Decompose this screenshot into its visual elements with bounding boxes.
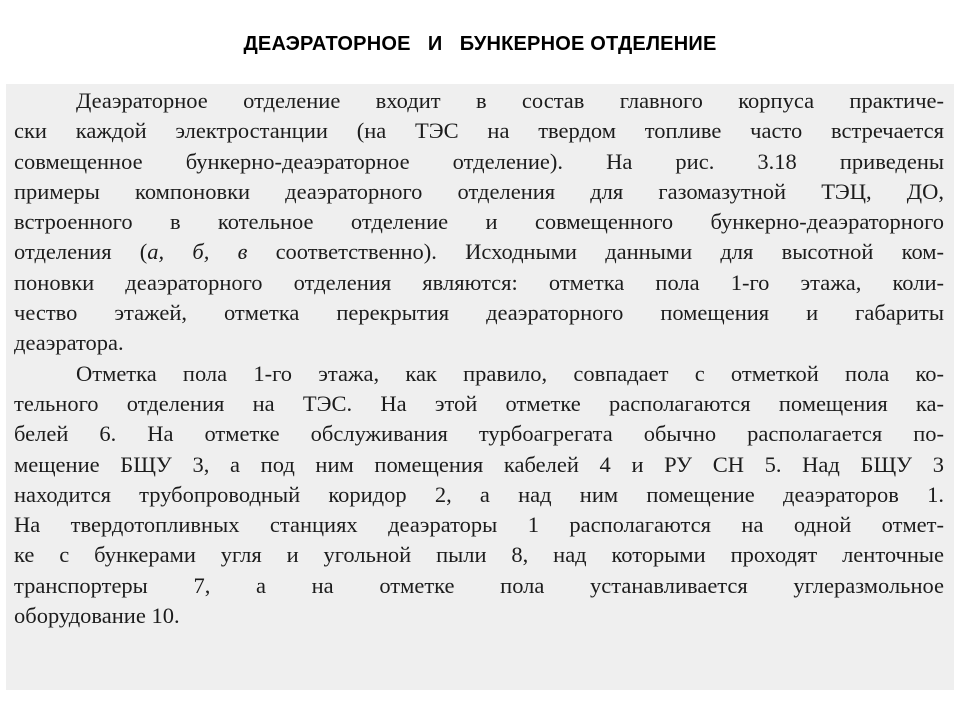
text-line: совмещенное бункерно-деаэраторное отделение). На рис. 3.18 приведены [14, 148, 944, 174]
text-line: примеры компоновки деаэраторного отделения для газомазутной ТЭЦ, ДО, [14, 178, 944, 204]
text-line: тельного отделения на ТЭС. На этой отметке располагаются помещения ка- [14, 390, 944, 416]
slide-title: ДЕАЭРАТОРНОЕ И БУНКЕРНОЕ ОТДЕЛЕНИЕ [243, 33, 717, 55]
italic-fragment: а, б, в [147, 239, 248, 265]
text-line [14, 237, 944, 267]
text-line: Деаэраторное отделение входит в состав главного корпуса практиче- [76, 88, 944, 113]
text-line: находится трубопроводный коридор 2, а над ним помещение деаэраторов 1. [14, 481, 944, 507]
text-line: Отметка пола 1-го этажа, как правило, совпадает с отметкой пола ко- [76, 360, 944, 386]
text-line: ски каждой электростанции (на ТЭС на твердом топливе часто встречается [14, 118, 944, 144]
text-line: встроенного в котельное отделение и совмещенного бункерно-деаэраторного [14, 209, 944, 235]
document-body [14, 86, 944, 631]
text-line: белей 6. На отметке обслуживания турбоагрегата обычно располагается по- [14, 421, 944, 447]
text-line: ке с бункерами угля и угольной пыли 8, над которыми проходят ленточные [14, 542, 944, 568]
text-fragment: соответственно). Исходными данными для высотной ком- [247, 239, 944, 265]
text-line: деаэратора. [14, 330, 124, 356]
text-line: оборудование 10. [14, 603, 180, 629]
text-line: На твердотопливных станциях деаэраторы 1 располагаются на одной отмет- [14, 512, 944, 538]
text-line: транспортеры 7, а на отметке пола устанавливается углеразмольное [14, 572, 944, 598]
text-line: поновки деаэраторного отделения являются: отметка пола 1-го этажа, коли- [14, 269, 944, 295]
text-line: чество этажей, отметка перекрытия деаэраторного помещения и габариты [14, 300, 944, 326]
text-line: мещение БЩУ 3, а под ним помещения кабелей 4 и РУ СН 5. Над БЩУ 3 [14, 451, 944, 477]
text-fragment: отделения ( [14, 239, 148, 265]
